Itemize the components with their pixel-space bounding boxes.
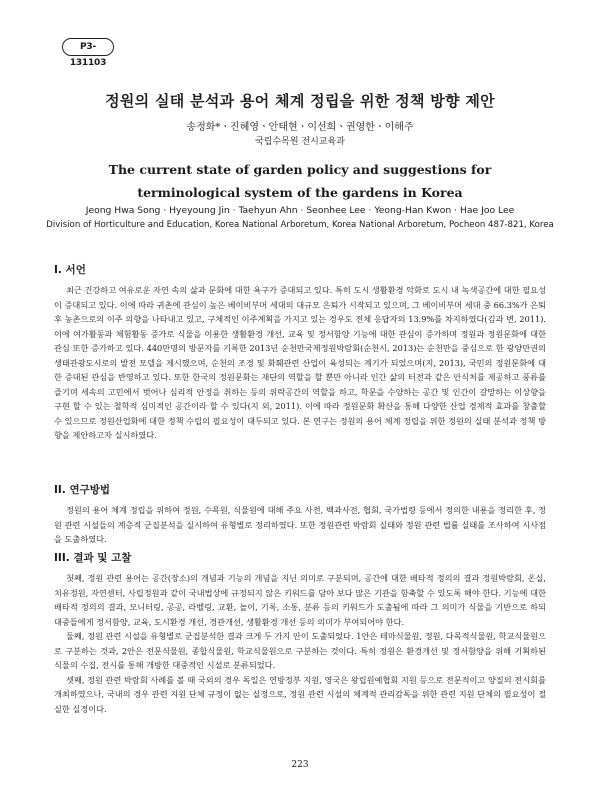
- section-paragraph: 최근 건강하고 여유로운 자연 속의 삶과 문화에 대한 욕구가 증대되고 있다. 특히 도시 생활환경 악화로 도시 내 녹색공간에 대한 필요성이 증대되고 있다. 이에 따라 귀촌에 관심이 높은 베이비부머 세대의 대규모 은퇴가 시작되고 있으며, 그 베이비부머 세대 중 66.3%가 은퇴 후 농촌으로의 이주 의향을 나타내고 있고, 구체적인 이주계획을 가지고 있는 경우도 전체 응답자의 13.9%를 차지하였다(김과 변, 2011). 이에 여가활동과 체험활동 증가로 식물을 이용한 생활환경 개선, 교육 및 정서함양 기능에 대한 관심이 증가하며 정원과 정원문화에 대한 관심 또한 증가하고 있다. 440만명의 방문자를 기록한 2013년 순천만국제정원박람회(순천시, 2013)는 순천만을 중심으로 한 광양만권의 생태관광도시로의 발전 모델을 제시했으며, 순천의 조경 및 화훼관련 산업이 육성되는 계기가 되었으며(지, 2013), 국민의 정원문화에 대한 증대된 관심을 반영하고 있다. 또한 한국의 정원문화는 재단의 역할을 할 뿐만 아니라 인간 삶의 터전과 같은 안식처를 제공하고 풍류를 즐기며 세속의 고민에서 벗어나 심리적 안정을 취하는 등의 위락공간의 역할을 하고, 학문을 수양하는 공간 및 인간이 갈망하는 이상향을 구현 할 수 있는 철학적 심미적인 공간이라 할 수 있다(지 외, 2011). 이에 따라 정원문화 확산을 통해 다양한 산업 경제적 효과를 창출할 수 있으므로 정원산업화에 대한 정책 수립의 필요성이 대두되고 있다. 본 연구는 정원의 용어 체계 정립을 위한 정원의 실태 분석과 정책 방향을 제안하고자 실시하였다.: [54, 285, 546, 440]
- section-paragraph: 첫째, 정원 관련 용어는 공간(장소)의 개념과 기능의 개념을 지닌 의미로 구분되며, 공간에 대한 배타적 정의의 결과 정원박람회, 온실, 치유정원, 자연센터, 사립정원과 같이 국내법상에 규정되지 않은 키워드를 담아 보다 많은 기관을 함축할 수 있도록 해야 한다. 기능에 대한 배타적 정의의 결과, 모니터링, 공공, 라벨링, 교환, 놀이, 기록, 소통, 분류 등의 키워드가 도출됨에 따라 그 의미가 식물을 기반으로 하되 대중들에게 정서함양, 교육, 도시환경 개선, 경관개선, 생활환경 개선 등의 의미가 부여되어야 한다.: [54, 573, 546, 627]
- section-heading: III. 결과 및 고찰: [54, 552, 132, 564]
- authors-korean: 송정화*ㆍ진혜영ㆍ안태현ㆍ이선희ㆍ권영한ㆍ이해주: [186, 122, 414, 133]
- section-introduction: [54, 262, 546, 443]
- paper-title-english: The current state of garden policy and suggestions for terminological system of the gardens in Korea: [108, 162, 492, 200]
- authors-english: Jeong Hwa Song · Hyeyoung Jin · Taehyun Ahn · Seonhee Lee · Yeong-Han Kwon · Hae Joo Lee: [85, 205, 515, 216]
- section-heading: II. 연구방법: [54, 484, 111, 496]
- section-paragraph: 둘째, 정원 관련 시설을 유형별로 군집분석한 결과 크게 두 가지 안이 도출되었다. 1안은 테마식물원, 정원, 다목적식물원, 학교식물원으로 구분하는 것과, 2안은 전문식물원, 종합식물원, 학교식물원으로 구분하는 것이다. 특히 정원은 환경개선 및 정서함양을 위해 기획하된 식물의 수집, 전시를 통해 개방한 대중적인 시설로 분류되었다.: [54, 631, 546, 670]
- paper-code-badge: P3-131103: [62, 38, 114, 56]
- section-results: [54, 550, 546, 716]
- section-methods: [54, 482, 546, 547]
- affiliation-english: Division of Horticulture and Education, Korea National Arboretum, Korea National Arboretum, Pocheon 487-821, Korea: [46, 220, 554, 230]
- paper-title-korean: 정원의 실태 분석과 용어 체계 정립을 위한 정책 방향 제안: [105, 92, 495, 110]
- affiliation-korean: 국립수목원 전시교육과: [255, 137, 345, 147]
- section-heading: I. 서언: [54, 264, 86, 276]
- section-paragraph: 셋째, 정원 관련 박람회 사례를 볼 때 국외의 경우 독일은 연방정부 지원, 영국은 왕립원예협회 지원 등으로 전문적이고 양질의 전시회를 개최하였으나, 국내의 경우 관련 지원 단체 규정이 없는 실정으로, 정원 관련 시설의 체계적 관리감독을 위한 관련 지원 단체의 필요성이 절실한 실정이다.: [54, 674, 546, 714]
- section-paragraph: 정원의 용어 체계 정립을 위하여 정원, 수목원, 식물원에 대해 주요 사전, 백과사전, 협회, 국가법령 등에서 정의한 내용을 정리한 후, 정원 관련 시설들의 계층적 군집분석을 실시하여 유형별로 정리하였다. 또한 정원관련 박람회 실태와 정원 관련 법률 실태를 조사하여 시사점을 도출하였다.: [54, 505, 546, 544]
- page-number: 223: [291, 760, 309, 770]
